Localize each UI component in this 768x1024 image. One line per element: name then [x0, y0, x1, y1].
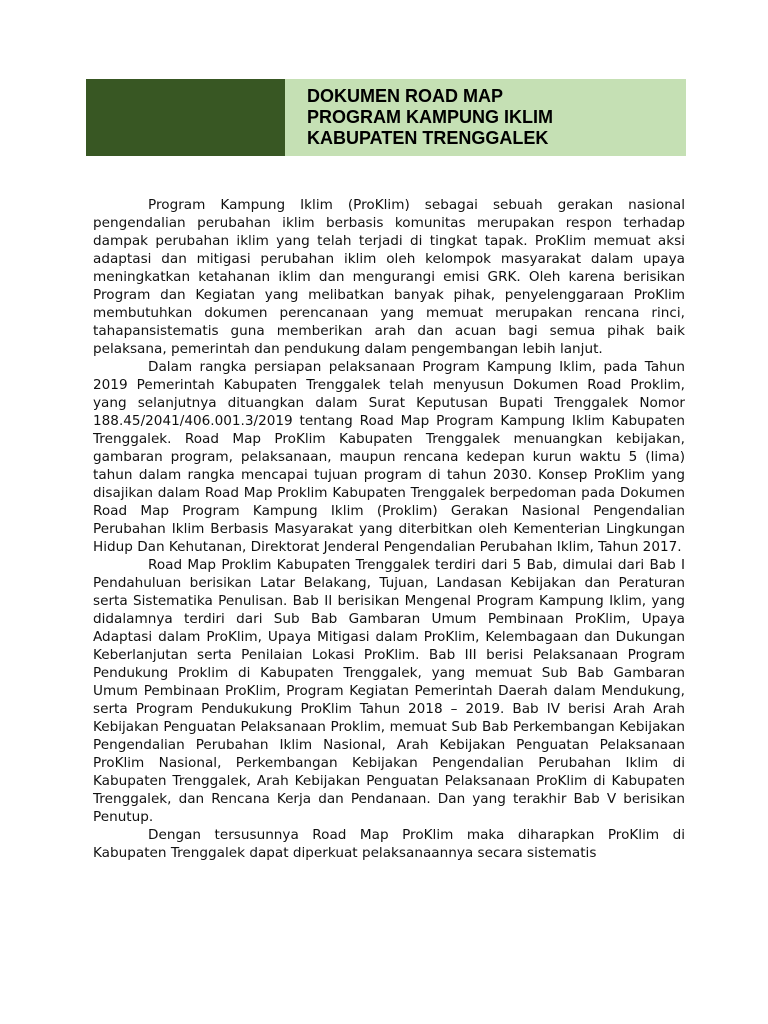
document-title-line-1: DOKUMEN ROAD MAP	[307, 86, 503, 106]
paragraph-expectation: Dengan tersusunnya Road Map ProKlim maka diharapkan ProKlim di Kabupaten Trenggalek dapat diperkuat pelaksanaannya secara sistematis	[93, 827, 685, 861]
document-title-line-3: KABUPATEN TRENGGALEK	[307, 128, 549, 148]
paragraph-intro-proklim: Program Kampung Iklim (ProKlim) sebagai sebuah gerakan nasional pengendalian perubahan iklim berbasis komunitas merupakan respon terhadap dampak perubahan iklim yang telah terjadi di tingkat tapak. ProKlim memuat aksi adaptasi dan mitigasi perubahan iklim oleh kelompok masyarakat dalam upaya meningkatkan ketahanan iklim dan mengurangi emisi GRK. Oleh karena berisikan Program dan Kegiatan yang melibatkan banyak pihak, penyelenggaraan ProKlim membutuhkan dokumen perencanaan yang memuat merupakan rencana rinci, tahapansistematis guna memberikan arah dan acuan bagi semua pihak baik pelaksana, pemerintah dan pendukung dalam pengembangan lebih lanjut.	[93, 197, 685, 357]
paragraph-road-map-preparation: Dalam rangka persiapan pelaksanaan Program Kampung Iklim, pada Tahun 2019 Pemerintah Kabupaten Trenggalek telah menyusun Dokumen Road Proklim, yang selanjutnya dituangkan dalam Surat Keputusan Bupati Trenggalek Nomor 188.45/2041/406.001.3/2019 tentang Road Map Program Kampung Iklim Kabupaten Trenggalek. Road Map ProKlim Kabupaten Trenggalek menuangkan kebijakan, gambaran program, pelaksanaan, maupun rencana kedepan kurun waktu 5 (lima) tahun dalam rangka mencapai tujuan program di tahun 2030. Konsep ProKlim yang disajikan dalam Road Map Proklim Kabupaten Trenggalek berpedoman pada Dokumen Road Map Program Kampung Iklim (Proklim) Gerakan Nasional Pengendalian Perubahan Iklim Berbasis Masyarakat yang diterbitkan oleh Kementerian Lingkungan Hidup Dan Kehutanan, Direktorat Jenderal Pengendalian Perubahan Iklim, Tahun 2017.	[93, 359, 685, 555]
document-body	[93, 196, 685, 862]
document-title-banner	[86, 79, 686, 156]
title-banner-light-block	[285, 79, 686, 156]
paragraph-road-map-chapters: Road Map Proklim Kabupaten Trenggalek terdiri dari 5 Bab, dimulai dari Bab I Pendahuluan berisikan Latar Belakang, Tujuan, Landasan Kebijakan dan Peraturan serta Sistematika Penulisan. Bab II berisikan Mengenal Program Kampung Iklim, yang didalamnya terdiri dari Sub Bab Gambaran Umum Pembinaan ProKlim, Upaya Adaptasi dalam ProKlim, Upaya Mitigasi dalam ProKlim, Kelembagaan dan Dukungan Keberlanjutan serta Penilaian Lokasi ProKlim. Bab III berisi Pelaksanaan Program Pendukung Proklim di Kabupaten Trenggalek, yang memuat Sub Bab Gambaran Umum Pembinaan ProKlim, Program Kegiatan Pemerintah Daerah dalam Mendukung, serta Program Pendukukung ProKlim Tahun 2018 – 2019. Bab IV berisi Arah Arah Kebijakan Penguatan Pelaksanaan Proklim, memuat Sub Bab Perkembangan Kebijakan Pengendalian Perubahan Iklim Nasional, Arah Kebijakan Penguatan Pelaksanaan ProKlim Nasional, Perkembangan Kebijakan Pengendalian Perubahan Iklim di Kabupaten Trenggalek, Arah Kebijakan Penguatan Pelaksanaan ProKlim di Kabupaten Trenggalek, dan Rencana Kerja dan Pendanaan. Dan yang terakhir Bab V berisikan Penutup.	[93, 557, 685, 825]
document-title-line-2: PROGRAM KAMPUNG IKLIM	[307, 107, 553, 127]
title-banner-dark-block	[86, 79, 285, 156]
